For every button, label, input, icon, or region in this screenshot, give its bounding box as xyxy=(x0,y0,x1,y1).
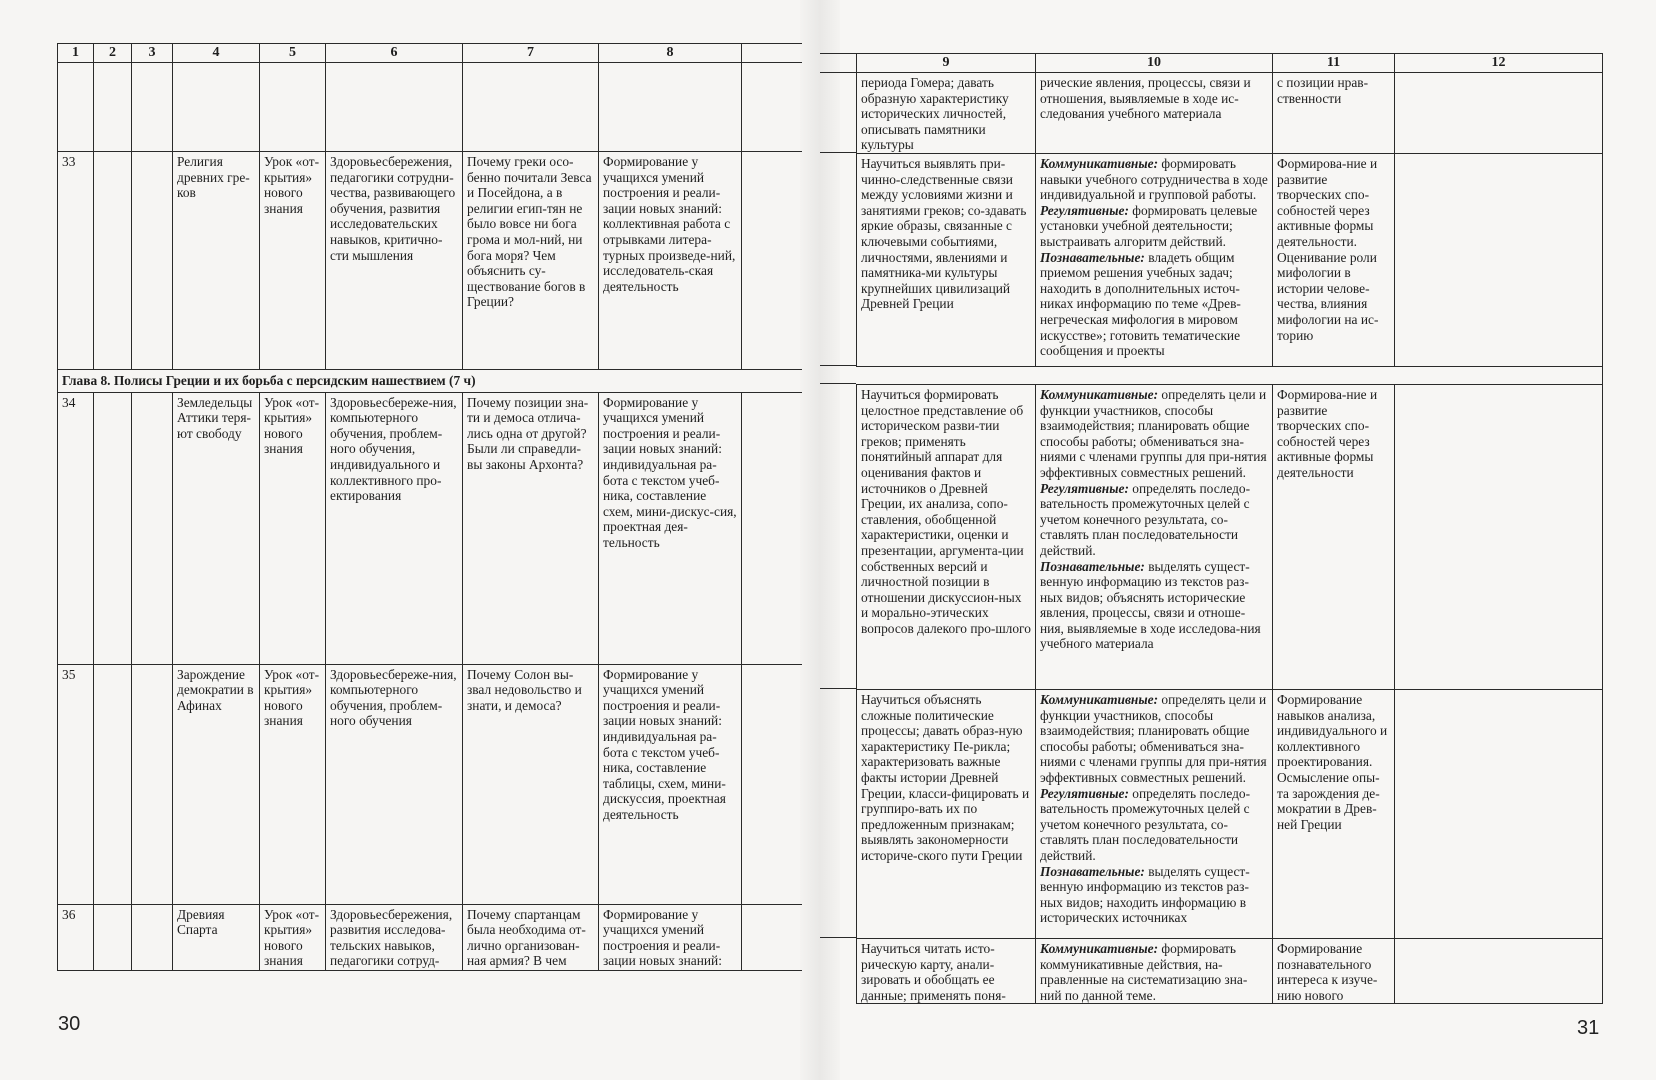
table-row xyxy=(58,904,802,970)
uud-text: рические явления, процессы, связи и отношения, выявляемые в ходе ис-следования учебного материала xyxy=(1040,75,1251,122)
lesson-topic: Древияя Спарта xyxy=(173,904,260,970)
row-divider-stub xyxy=(820,365,856,366)
uud-label: Коммуникативные: xyxy=(1040,386,1159,402)
row-divider-stub xyxy=(820,72,856,73)
col-header: 3 xyxy=(132,44,173,63)
lesson-topic: Зарождение демократии в Афинах xyxy=(173,664,260,904)
row-divider-stub xyxy=(820,937,856,938)
table-row xyxy=(58,664,802,904)
learning-outcomes: периода Гомера; давать образную характеристику исторических личностей, описывать памятники культуры xyxy=(857,73,1036,154)
lesson-problem: Почему греки осо-бенно почитали Зевса и Посейдона, а в религии егип-тян не было вовсе ни бога грома и мол-ний, ни бога моря? Чем объяснить су-ществование богов в Греции? xyxy=(463,152,599,370)
page-number: 31 xyxy=(1577,1017,1600,1039)
uud-text: определять цели и функции участников, способы взаимодействия; планировать общие способы работы; обмениваться зна-ниями с членами группы для при-нятия эффективных совместных решений. xyxy=(1040,691,1267,785)
personal-results: Формирова-ние и развитие творческих спо-собностей через активные формы деятельности. Оценивание роли мифологии в истории челове-чества, влияния мифологии на ис-торию xyxy=(1273,153,1395,366)
uud-text: формировать целевые установки учебной деятельности; выстраивать алгоритм действий. xyxy=(1040,202,1258,249)
col-header: 5 xyxy=(260,44,326,63)
notes xyxy=(1395,689,1603,938)
learning-outcomes: Научиться формировать целостное представление об историческом разви-тии греков; применять понятийный аппарат для оценивания фактов и источников о Древней Греции, их анализа, сопо-ставления, обобщенной характеристики, оценки и презентации, аргумента-ции собственных версий и личностной позиции в отношении дискуссион-ных и морально-этических вопросов далекого про-шлого xyxy=(857,384,1036,689)
book-gutter xyxy=(800,0,840,1080)
header-row xyxy=(857,54,1603,73)
table-row xyxy=(58,392,802,664)
header-row xyxy=(58,44,802,63)
lesson-number: 35 xyxy=(58,664,94,904)
lesson-technologies: Здоровьесбереже-ния, компьютерного обучения, проблем-ного обучения xyxy=(326,664,463,904)
lesson-technologies: Здоровьесбережения, педагогики сотрудни-чества, развивающего обучения, развития исследовательских навыков, критично-сти мышления xyxy=(326,152,463,370)
spacer-row xyxy=(857,366,1603,384)
notes xyxy=(1395,384,1603,689)
table-row xyxy=(857,153,1603,366)
row-divider-stub xyxy=(820,152,856,153)
lesson-topic: Земледельцы Аттики теря-ют свободу xyxy=(173,392,260,664)
lesson-type: Урок «от-крытия» нового знания xyxy=(260,152,326,370)
lesson-topic: Религия древних гре-ков xyxy=(173,152,260,370)
uud-text: определять последо-вательность промежуточных целей с учетом конечного результата, со-ставлять план последовательности действий. xyxy=(1040,785,1251,863)
lesson-plan-table-right xyxy=(856,53,1603,1004)
uud-label: Регулятивные: xyxy=(1040,202,1129,218)
uud-text: владеть общим приемом решения учебных задач; находить в дополнительных источ-никах информацию по теме «Древ-негреческая мифология в мировом искусстве»; готовить тематические сообщения и проекты xyxy=(1040,249,1241,359)
col-header: 9 xyxy=(857,54,1036,73)
uud-label: Познавательные: xyxy=(1040,863,1145,879)
lesson-problem: Почему позиции зна-ти и демоса отлича-лись одна от другой? Были ли справедли-вы законы Архонта? xyxy=(463,392,599,664)
uud-text: выделять сущест-венную информацию из текстов раз-ных видов; объяснять исторические явления, процессы, связи и отноше-ния, выявляемые в ходе исследова-ния учебного материала xyxy=(1040,558,1261,652)
lesson-activities: Формирование у учащихся умений построения и реали-зации новых знаний: коллективная работа с отрывками литера-турных произведе-ний, исследователь-ская деятельность xyxy=(599,152,742,370)
col-header: 4 xyxy=(173,44,260,63)
lesson-technologies: Здоровьесбереже-ния, компьютерного обучения, проблем-ного обучения, индивидуального и коллективного про-ектирования xyxy=(326,392,463,664)
col-header-cut xyxy=(742,44,802,63)
notes xyxy=(1395,153,1603,366)
learning-outcomes: Научиться объяснять сложные политические процессы; давать образ-ную характеристику Пе-рикла; характеризовать важные факты истории Древней Греции, класси-фицировать и группиро-вать их по предложенным признакам; выявлять закономерности историче-ского пути Греции xyxy=(857,689,1036,938)
uud-text: определять последо-вательность промежуточных целей с учетом конечного результата, со-ставлять план последовательности действий. xyxy=(1040,480,1251,558)
uud-cell xyxy=(1036,384,1273,689)
col-header: 7 xyxy=(463,44,599,63)
uud-label: Познавательные: xyxy=(1040,558,1145,574)
col-header: 1 xyxy=(58,44,94,63)
row-divider-stub xyxy=(820,383,856,384)
uud-text: определять цели и функции участников, способы взаимодействия; планировать общие способы работы; обмениваться зна-ниями с членами группы для при-нятия эффективных совместных решений. xyxy=(1040,386,1267,480)
personal-results: Формирование познавательного интереса к изуче-нию нового xyxy=(1273,938,1395,1003)
lesson-number: 36 xyxy=(58,904,94,970)
uud-text: формировать коммуникативные действия, на-правленные на систематизацию зна-ний по данной теме. xyxy=(1040,940,1248,1003)
lesson-type: Урок «от-крытия» нового знания xyxy=(260,664,326,904)
row-divider-stub xyxy=(820,688,856,689)
notes xyxy=(1395,938,1603,1003)
lesson-plan-table-left xyxy=(57,43,802,971)
learning-outcomes: Научиться читать исто-рическую карту, анали-зировать и обобщать ее данные; применять поня- xyxy=(857,938,1036,1003)
col-header: 8 xyxy=(599,44,742,63)
col-header: 12 xyxy=(1395,54,1603,73)
page-number: 30 xyxy=(58,1013,81,1035)
lesson-activities: Формирование у учащихся умений построения и реали-зации новых знаний: xyxy=(599,904,742,970)
uud-cell xyxy=(1036,689,1273,938)
uud-label: Регулятивные: xyxy=(1040,480,1129,496)
chapter-heading: Глава 8. Полисы Греции и их борьба с персидским нашествием (7 ч) xyxy=(58,370,802,393)
lesson-number: 34 xyxy=(58,392,94,664)
col-header: 11 xyxy=(1273,54,1395,73)
table-row xyxy=(857,73,1603,154)
uud-label: Регулятивные: xyxy=(1040,785,1129,801)
lesson-problem: Почему Солон вы-звал недовольство и знати, и демоса? xyxy=(463,664,599,904)
lesson-type: Урок «от-крытия» нового знания xyxy=(260,392,326,664)
lesson-technologies: Здоровьесбережения, развития исследова-тельских навыков, педагогики сотруд- xyxy=(326,904,463,970)
personal-results: Формирование навыков анализа, индивидуального и коллективного проектирования. Осмысление опы-та зарождения де-мократии в Древ-ней Греции xyxy=(1273,689,1395,938)
personal-results: с позиции нрав-ственности xyxy=(1273,73,1395,154)
lesson-activities: Формирование у учащихся умений построения и реали-зации новых знаний: индивидуальная ра-бота с текстом учеб-ника, составление таблицы, схем, мини-дискуссия, проектная деятельность xyxy=(599,664,742,904)
notes xyxy=(1395,73,1603,154)
table-row xyxy=(857,689,1603,938)
lesson-problem: Почему спартанцам была необходима от-лично организован-ная армия? В чем xyxy=(463,904,599,970)
chapter-row xyxy=(58,370,802,393)
uud-label: Коммуникативные: xyxy=(1040,155,1159,171)
col-header: 2 xyxy=(94,44,132,63)
lesson-activities: Формирование у учащихся умений построения и реали-зации новых знаний: индивидуальная ра-бота с текстом учеб-ника, составление схем, мини-дискус-сия, проектная дея-тельность xyxy=(599,392,742,664)
continuation-row xyxy=(58,63,802,152)
row-divider-stub xyxy=(820,53,856,54)
uud-label: Коммуникативные: xyxy=(1040,691,1159,707)
uud-cell xyxy=(1036,938,1273,1003)
uud-cell xyxy=(1036,153,1273,366)
uud-cell xyxy=(1036,73,1273,154)
table-row xyxy=(857,938,1603,1003)
uud-label: Коммуникативные: xyxy=(1040,940,1159,956)
col-header: 10 xyxy=(1036,54,1273,73)
uud-text: выделять сущест-венную информацию из текстов раз-ных видов; находить информацию в исторических источниках xyxy=(1040,863,1250,926)
table-row xyxy=(58,152,802,370)
table-row xyxy=(857,384,1603,689)
learning-outcomes: Научиться выявлять при-чинно-следственные связи между условиями жизни и занятиями греков; со-здавать яркие образы, связанные с ключевыми событиями, личностями, явлениями и памятника-ми культуры крупнейших цивилизаций Древней Греции xyxy=(857,153,1036,366)
lesson-number: 33 xyxy=(58,152,94,370)
lesson-type: Урок «от-крытия» нового знания xyxy=(260,904,326,970)
uud-text: формировать навыки учебного сотрудничества в ходе индивидуальной и групповой работы. xyxy=(1040,155,1268,203)
uud-label: Познавательные: xyxy=(1040,249,1145,265)
personal-results: Формирова-ние и развитие творческих спо-собностей через активные формы деятельности xyxy=(1273,384,1395,689)
col-header: 6 xyxy=(326,44,463,63)
